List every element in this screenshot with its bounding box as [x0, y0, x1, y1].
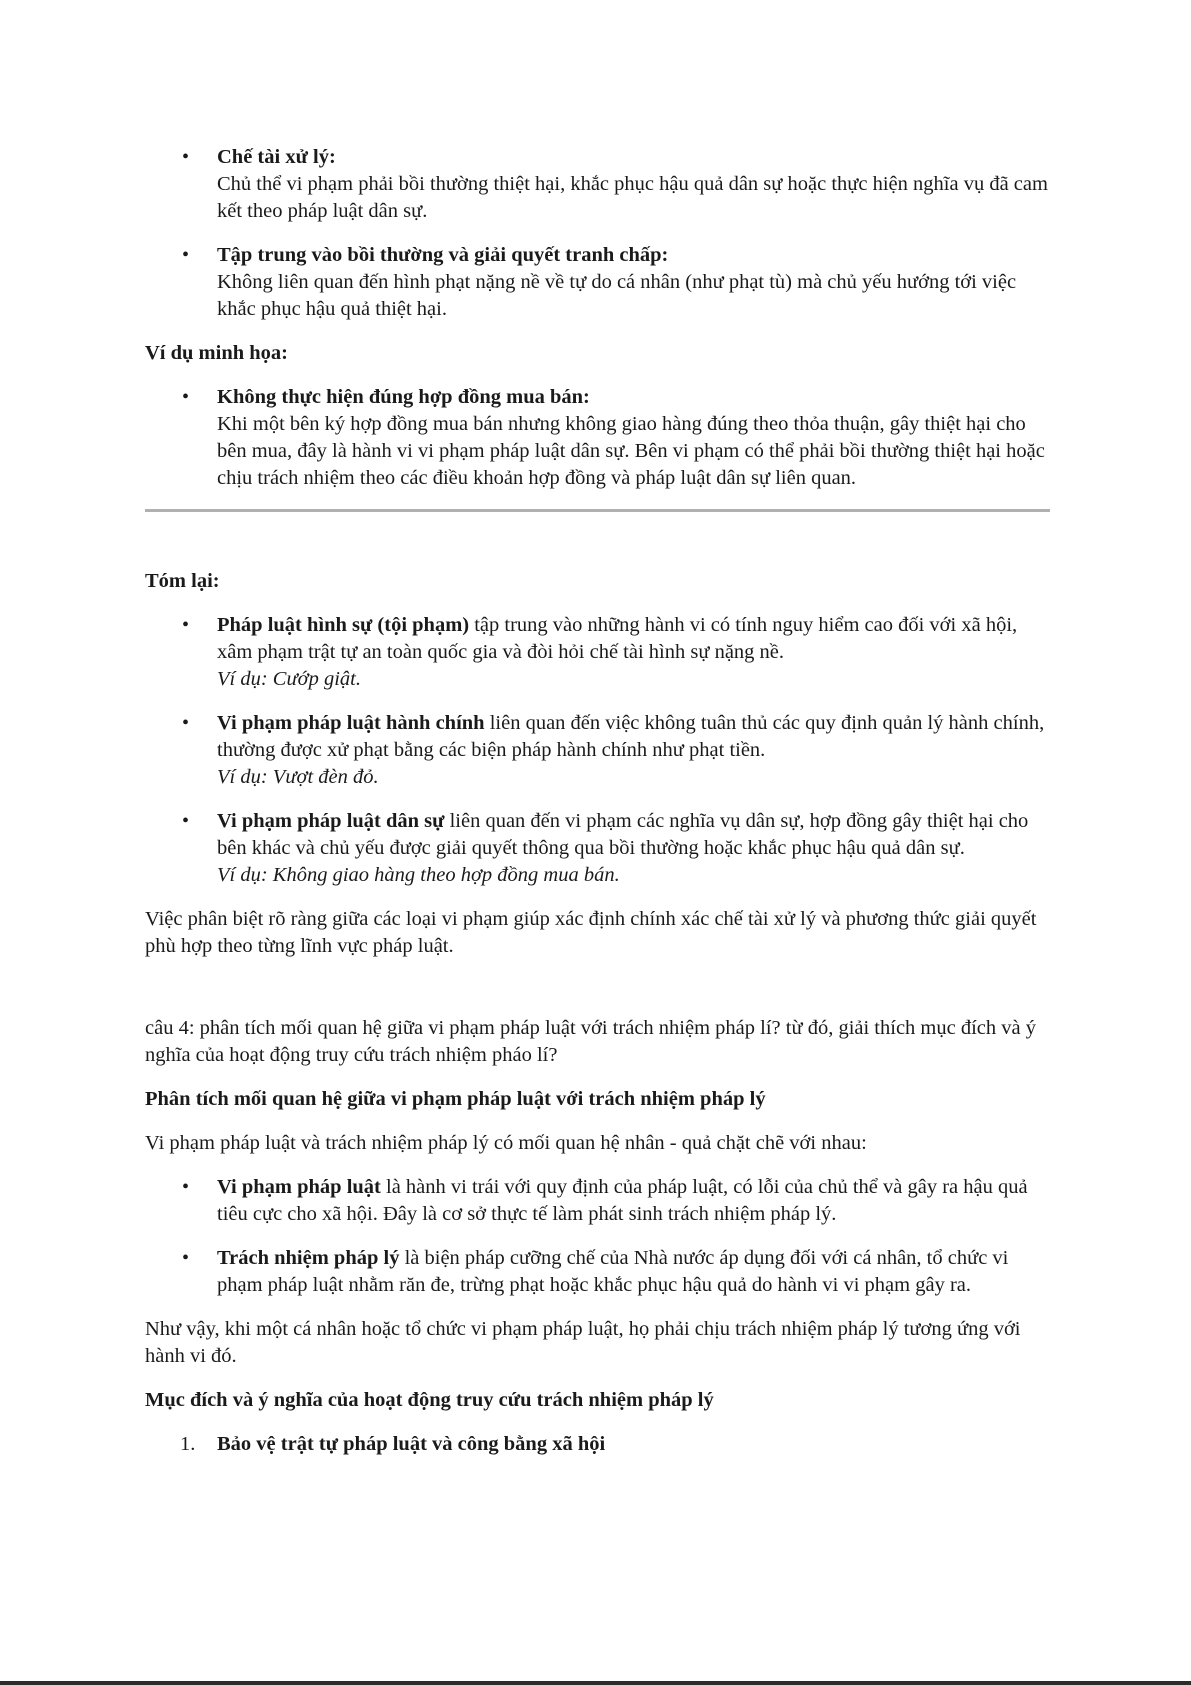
list-item — [145, 710, 1050, 791]
item-bold-term: Trách nhiệm pháp lý — [217, 1247, 400, 1269]
item-description: là hành vi trái với quy định của pháp luật, có lỗi của chủ thể và gây ra hậu quả tiêu cực cho xã hội. Đây là cơ sở thực tế làm phát sinh trách nhiệm pháp lý. — [217, 1176, 1028, 1225]
item-bold-term: Vi phạm pháp luật dân sự — [217, 810, 445, 832]
bullet-icon: • — [182, 1247, 190, 1269]
list-item — [145, 808, 1050, 889]
item-text — [217, 614, 1017, 663]
item-text: Chủ thể vi phạm phải bồi thường thiệt hại, khắc phục hậu quả dân sự hoặc thực hiện nghĩa vụ đã cam kết theo pháp luật dân sự. — [217, 173, 1048, 222]
example-heading: Ví dụ minh họa: — [145, 342, 288, 364]
list-item — [145, 1245, 1050, 1299]
bullet-icon: • — [182, 386, 190, 408]
item-bold-term: Vi phạm pháp luật hành chính — [217, 712, 485, 734]
item-text — [217, 810, 1028, 859]
bullet-icon: • — [182, 712, 190, 734]
question-text: câu 4: phân tích mối quan hệ giữa vi phạm pháp luật với trách nhiệm pháp lí? từ đó, giải thích mục đích và ý nghĩa của hoạt động truy cứu trách nhiệm pháo lí? — [145, 1017, 1036, 1066]
summary-heading: Tóm lại: — [145, 570, 220, 592]
bullet-icon: • — [182, 614, 190, 636]
item-example: Ví dụ: Không giao hàng theo hợp đồng mua bán. — [217, 864, 620, 886]
numbered-item-title: Bảo vệ trật tự pháp luật và công bằng xã hội — [217, 1433, 606, 1455]
item-title: Tập trung vào bồi thường và giải quyết tranh chấp: — [217, 244, 669, 266]
item-text: Không liên quan đến hình phạt nặng nề về tự do cá nhân (như phạt tù) mà chủ yếu hướng tới việc khắc phục hậu quả thiệt hại. — [217, 271, 1017, 320]
bullet-icon: • — [182, 146, 190, 168]
section-heading: Mục đích và ý nghĩa của hoạt động truy cứu trách nhiệm pháp lý — [145, 1389, 714, 1411]
item-example: Ví dụ: Cướp giật. — [217, 668, 361, 690]
item-text — [217, 1247, 1008, 1296]
item-text — [217, 1176, 1028, 1225]
horizontal-divider — [145, 509, 1050, 512]
document-body — [145, 144, 1050, 1475]
list-item — [145, 612, 1050, 693]
item-text: Khi một bên ký hợp đồng mua bán nhưng không giao hàng đúng theo thỏa thuận, gây thiệt hại cho bên mua, đây là hành vi vi phạm pháp luật dân sự. Bên vi phạm có thể phải bồi thường thiệt hại hoặc chịu trách nhiệm theo các điều khoản hợp đồng và pháp luật dân sự liên quan. — [217, 413, 1045, 489]
list-item — [145, 242, 1050, 323]
item-bold-term: Pháp luật hình sự (tội phạm) — [217, 614, 470, 636]
item-description: là biện pháp cưỡng chế của Nhà nước áp dụng đối với cá nhân, tổ chức vi phạm pháp luật nhằm răn đe, trừng phạt hoặc khắc phục hậu quả do hành vi vi phạm gây ra. — [217, 1247, 1009, 1296]
item-description: liên quan đến vi phạm các nghĩa vụ dân sự, hợp đồng gây thiệt hại cho bên khác và chủ yếu được giải quyết thông qua bồi thường hoặc khắc phục hậu quả dân sự. — [217, 810, 1029, 859]
spacer — [145, 977, 1050, 1015]
item-example: Ví dụ: Vượt đèn đỏ. — [217, 766, 379, 788]
bullet-icon: • — [182, 810, 190, 832]
bullet-icon: • — [182, 244, 190, 266]
item-title: Chế tài xử lý: — [217, 146, 336, 168]
summary-conclusion: Việc phân biệt rõ ràng giữa các loại vi phạm giúp xác định chính xác chế tài xử lý và phương thức giải quyết phù hợp theo từng lĩnh vực pháp luật. — [145, 908, 1037, 957]
item-bold-term: Vi phạm pháp luật — [217, 1176, 381, 1198]
list-item — [145, 384, 1050, 492]
item-number: 1. — [180, 1433, 196, 1455]
outro-paragraph: Như vậy, khi một cá nhân hoặc tổ chức vi phạm pháp luật, họ phải chịu trách nhiệm pháp lý tương ứng với hành vi đó. — [145, 1318, 1021, 1367]
item-text — [217, 712, 1044, 761]
item-title: Không thực hiện đúng hợp đồng mua bán: — [217, 386, 590, 408]
intro-paragraph: Vi phạm pháp luật và trách nhiệm pháp lý có mối quan hệ nhân - quả chặt chẽ với nhau: — [145, 1132, 867, 1154]
section-heading: Phân tích mối quan hệ giữa vi phạm pháp luật với trách nhiệm pháp lý — [145, 1088, 766, 1110]
numbered-item — [145, 1431, 1050, 1458]
list-item — [145, 144, 1050, 225]
bullet-icon: • — [182, 1176, 190, 1198]
list-item — [145, 1174, 1050, 1228]
item-description: tập trung vào những hành vi có tính nguy hiểm cao đối với xã hội, xâm phạm trật tự an toàn quốc gia và đòi hỏi chế tài hình sự nặng nề. — [217, 614, 1018, 663]
page-bottom-edge — [0, 1681, 1191, 1685]
item-description: liên quan đến việc không tuân thủ các quy định quản lý hành chính, thường được xử phạt bằng các biện pháp hành chính như phạt tiền. — [217, 712, 1045, 761]
